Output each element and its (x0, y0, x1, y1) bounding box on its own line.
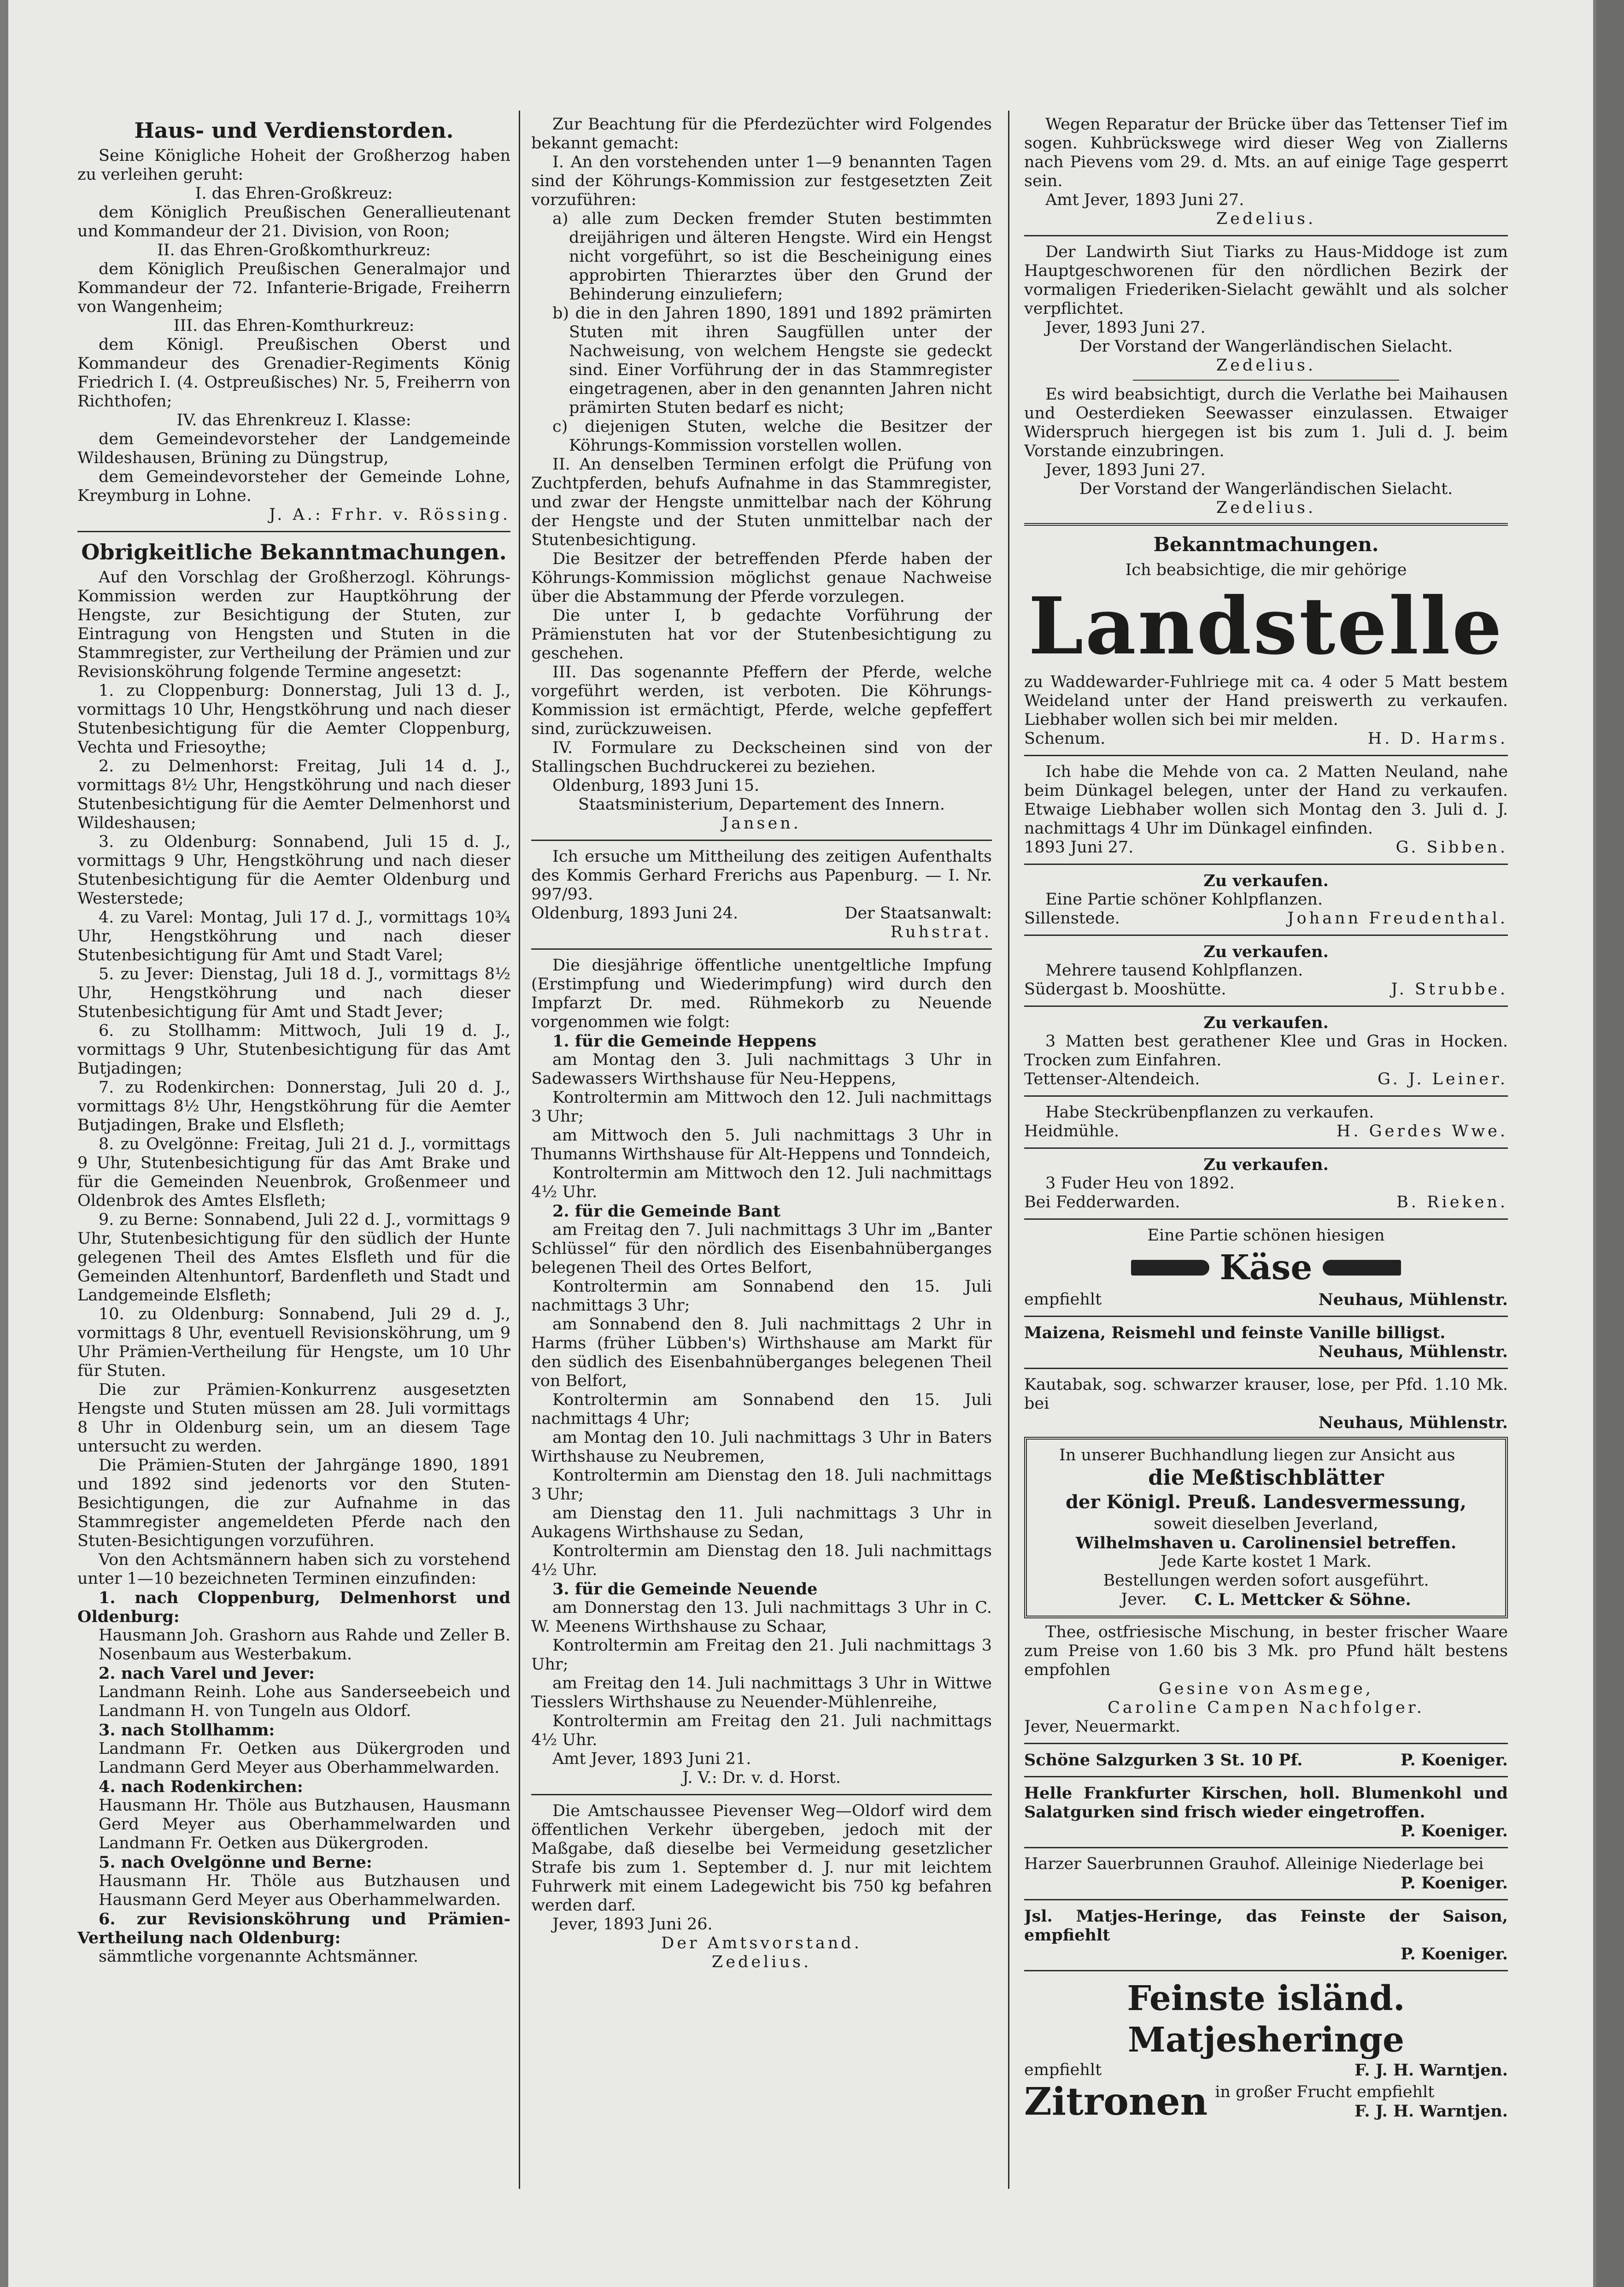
achtsmann-place: 4. nach Rodenkirchen: (99, 1777, 303, 1796)
impf-termin: am Donnerstag den 13. Juli nachmittags 3 Uhr in C. W. Meenens Wirthshause zu Schaar, (531, 1599, 992, 1636)
ad-text: Eine Partie schöner Kohlpflanzen. (1045, 890, 1323, 909)
achtsmann-place: 2. nach Varel und Jever: (99, 1664, 315, 1683)
ad-text: empfiehlt (1024, 2061, 1102, 2079)
termin-item: 7. zu Rodenkirchen: Donnerstag, Juli 20 d. J., vormittags 8½ Uhr, Hengstköhrung für die Aemter Butjadingen, Brake und Elsfleth; (77, 1078, 510, 1135)
ad-text: in großer Frucht empfiehlt (1215, 2083, 1435, 2101)
impf-termin: am Sonnabend den 8. Juli nachmittags 2 Uhr in Harms (früher Lübben's) Wirthshause am Markt für den südlich des Eisenbahnüberganges belegenen Theil von Belfort, (531, 1315, 992, 1390)
authority: Staatsministerium, Departement des Innern. (578, 795, 945, 814)
section-title: Bekanntmachungen. (1153, 533, 1379, 556)
kaese-headline: Käse (1219, 1248, 1313, 1288)
pointing-hand-icon (1131, 1260, 1209, 1276)
divider (1024, 1147, 1508, 1149)
divider (1024, 1368, 1508, 1369)
award-recipient: dem Gemeindevorsteher der Gemeinde Lohne, Kreymburg in Lohne. (77, 468, 510, 505)
ad-text: Maizena, Reismehl und feinste Vanille billigst. (1024, 1323, 1446, 1342)
signature: F. J. H. Warntjen. (1354, 2061, 1508, 2080)
column-rule (519, 111, 520, 2189)
divider (1024, 864, 1508, 865)
signature-line (1024, 1122, 1508, 1141)
divider (77, 531, 510, 532)
paragraph: Auf den Vorschlag der Großherzogl. Köhrungs-Kommission werden zur Hauptköhrung der Hengste, zur Besichtigung der Stuten, zur Eintragung von Hengsten und Stuten in die Stammregister, zur Vertheilung der Prämien und zur Revisionsköhrung folgende Termine angesetzt: (77, 568, 510, 681)
signature-line (1038, 1590, 1494, 1609)
ad-text: In unserer Buchhandlung liegen zur Ansicht aus (1059, 1446, 1455, 1464)
ad-text: 3 Fuder Heu von 1892. (1045, 1174, 1235, 1193)
signature-line (1024, 1751, 1508, 1770)
section-title: Obrigkeitliche Bekanntmachungen. (81, 540, 507, 564)
paragraph: Die Prämien-Stuten der Jahrgänge 1890, 1891 und 1892 sind jedenorts vor den Stuten-Besichtigungen, die zur Aufnahme in das Stammregister angemeldeten Pferde nach den Stuten-Besichtigungen vorzuführen. (77, 1456, 510, 1550)
divider (1024, 523, 1508, 526)
place: Tettenser-Altendeich. (1024, 1070, 1200, 1088)
column-3 (1024, 115, 1508, 2273)
ad-text: Kautabak, sog. schwarzer krauser, lose, per Pfd. 1.10 Mk. bei (1024, 1376, 1508, 1413)
place-date: Jever, 1893 Juni 27. (1045, 318, 1206, 337)
place-date: Oldenburg, 1893 Juni 24. (531, 904, 739, 923)
pointing-hand-icon (1323, 1260, 1401, 1276)
ad-text: Wilhelmshaven u. Carolinensiel betreffen. (1075, 1534, 1457, 1552)
divider (1024, 755, 1508, 756)
termin-item: 9. zu Berne: Sonnabend, Juli 22 d. J., vormittags 9 Uhr, Stutenbesichtigung für den südlich der Hunte gelegenen Theil des Amtes Elsfleth und für die Gemeinden Altenhuntorf, Bardenfleth und Stadt und Landgemeinde Elsfleth; (77, 1211, 510, 1305)
award-heading: II. das Ehren-Großkomthurkreuz: (157, 241, 431, 259)
paragraph: Von den Achtsmännern haben sich zu vorstehend unter 1—10 bezeichneten Terminen einzufinden: (77, 1551, 510, 1588)
signature: P. Koeniger. (1400, 1822, 1508, 1840)
signature: B. Rieken. (1396, 1193, 1508, 1211)
paragraph: zu Waddewarder-Fuhlriege mit ca. 4 oder 5 Matt bestem Weideland unter der Hand preiswerth zu verkaufen. Liebhaber wollen sich bei mir melden. (1024, 673, 1508, 729)
kontrol-termin: Kontroltermin am Freitag den 21. Juli nachmittags 3 Uhr; (531, 1636, 992, 1674)
signature: H. D. Harms. (1367, 729, 1508, 748)
ad-text: empfiehlt (1024, 1290, 1102, 1309)
termin-item: 8. zu Ovelgönne: Freitag, Juli 21 d. J., vormittags 9 Uhr, Stutenbesichtigung für das Amt Brake und für die Gemeinden Neuenbrok, Großenmeer und Oldenbrok des Amtes Elsfleth; (77, 1135, 510, 1210)
ad-heading: Zu verkaufen. (1203, 1155, 1329, 1174)
signature-line (1024, 838, 1508, 857)
signature: F. J. H. Warntjen. (1354, 2102, 1508, 2121)
place: Schenum. (1024, 729, 1106, 748)
place-date: Oldenburg, 1893 Juni 15. (552, 776, 760, 795)
achtsmann-names: Landmann Fr. Oetken aus Dükergroden und Landmann Gerd Meyer aus Oberhammelwarden. (99, 1740, 510, 1777)
divider (1024, 1899, 1508, 1900)
place: Jever, Neuermarkt. (1024, 1717, 1180, 1736)
divider (1024, 1316, 1508, 1317)
buchhandlung-box (1024, 1437, 1508, 1618)
divider (531, 948, 992, 950)
signature: Caroline Campen Nachfolger. (1108, 1699, 1425, 1717)
place: Bei Fedderwarden. (1024, 1193, 1180, 1211)
signature: Neuhaus, Mühlenstr. (1318, 1413, 1508, 1432)
divider (1024, 1005, 1508, 1007)
signature: Zedelius. (1216, 210, 1316, 228)
column-rule (1008, 111, 1009, 2189)
achtsmann-names: Hausmann Joh. Grashorn aus Rahde und Zeller B. Nosenbaum aus Westerbakum. (99, 1626, 510, 1664)
landstelle-headline: Landstelle (1028, 580, 1504, 672)
divider (1024, 1776, 1508, 1777)
kontrol-termin: Kontroltermin am Sonnabend den 15. Juli nachmittags 3 Uhr; (531, 1277, 992, 1315)
signature: J. A.: Frhr. v. Rössing. (269, 506, 510, 524)
matjes-headline: Feinste isländ. Matjesheringe (1127, 1979, 1405, 2060)
ad-text: Eine Partie schönen hiesigen (1147, 1226, 1385, 1245)
achtsmann-names: Hausmann Hr. Thöle aus Butzhausen und Hausmann Gerd Meyer aus Oberhammelwarden. (99, 1872, 510, 1909)
place-date: Amt Jever, 1893 Juni 27. (1045, 191, 1244, 209)
place: Südergast b. Mooshütte. (1024, 980, 1226, 999)
place-date: Jever, 1893 Juni 27. (1045, 461, 1206, 479)
zitronen-text (1215, 2083, 1508, 2121)
termin-item: 10. zu Oldenburg: Sonnabend, Juli 29 d. J., vormittags 8 Uhr, eventuell Revisionsköhrung, um 9 Uhr Prämien-Vertheilung für Hengste, um 10 Uhr für Stuten. (77, 1305, 510, 1380)
impf-termin: am Freitag den 7. Juli nachmittags 3 Uhr im „Banter Schlüssel“ für den nördlich des Eisenbahnüberganges belegenen Theil des Ortes Belfort, (531, 1221, 992, 1277)
kontrol-termin: Kontroltermin am Dienstag den 18. Juli nachmittags 3 Uhr; (531, 1466, 992, 1504)
ad-text: Schöne Salzgurken 3 St. 10 Pf. (1024, 1751, 1303, 1770)
award-heading: III. das Ehren-Komthurkreuz: (173, 317, 415, 335)
paragraph: Seine Königliche Hoheit der Großherzog haben zu verleihen geruht: (77, 147, 510, 184)
divider (1024, 1095, 1508, 1097)
zitronen-headline: Zitronen (1024, 2080, 1208, 2124)
ad-text: soweit dieselben Jeverland, (1154, 1515, 1378, 1533)
gemeinde-heading: 3. für die Gemeinde Neuende (552, 1580, 818, 1599)
signature: Zedelius. (711, 1953, 812, 1971)
signature-line (531, 904, 992, 923)
ad-heading: Zu verkaufen. (1203, 871, 1329, 890)
zitronen-ad (1024, 2080, 1508, 2124)
divider (531, 840, 992, 841)
kontrol-termin: Kontroltermin am Mittwoch den 12. Juli nachmittags 4½ Uhr. (531, 1164, 992, 1201)
divider (1133, 380, 1399, 381)
signature-line (1024, 980, 1508, 999)
achtsmann-names: Hausmann Hr. Thöle aus Butzhausen, Hausmann Gerd Meyer aus Oberhammelwarden und Landmann Fr. Oetken aus Dükergroden. (99, 1796, 510, 1852)
signature: Johann Freudenthal. (1287, 909, 1508, 928)
achtsmann-place: 3. nach Stollhamm: (99, 1721, 275, 1740)
ad-text: Jsl. Matjes-Heringe, das Feinste der Saison, empfiehlt (1024, 1907, 1508, 1945)
signature: C. L. Mettcker & Söhne. (1194, 1590, 1411, 1609)
paragraph: Die diesjährige öffentliche unentgeltliche Impfung (Erstimpfung und Wiederimpfung) wird durch den Impfarzt Dr. med. Rühmekorb zu Neuende vorgenommen wie folgt: (531, 956, 992, 1031)
award-recipient: dem Königlich Preußischen Generalmajor und Kommandeur der 72. Infanterie-Brigade, Freiherrn von Wangenheim; (77, 260, 510, 316)
ad-text: 3 Matten best gerathener Klee und Gras in Hocken. Trocken zum Einfahren. (1024, 1032, 1508, 1070)
award-heading: I. das Ehren-Großkreuz: (195, 184, 393, 203)
award-recipient: dem Königlich Preußischen Generallieutenant und Kommandeur der 21. Division, von Roon; (77, 203, 510, 241)
ad-text: Thee, ostfriesische Mischung, in bester frischer Waare zum Preise von 1.60 bis 3 Mk. pro Pfund hält bestens empfohlen (1024, 1623, 1508, 1679)
award-recipient: dem Königl. Preußischen Oberst und Kommandeur des Grenadier-Regiments König Friedrich I. (4. Ostpreußisches) Nr. 5, Freiherrn von Richthofen; (77, 335, 510, 411)
signature: Ruhstrat. (890, 923, 992, 941)
paragraph: I. An den vorstehenden unter 1—9 benannten Tagen sind der Köhrungs-Kommission zur festgesetzten Zeit vorzuführen: (531, 153, 992, 209)
place: Heidmühle. (1024, 1122, 1120, 1141)
ad-text: Mehrere tausend Kohlpflanzen. (1045, 961, 1303, 980)
signature-line (1024, 1193, 1508, 1212)
divider (1024, 935, 1508, 936)
signature: G. J. Leiner. (1378, 1070, 1508, 1088)
paragraph: Ich habe die Mehde von ca. 2 Matten Neuland, nahe beim Dünkagel belegen, unter der Hand zu verkaufen. Etwaige Liebhaber wollen sich Montag den 3. Juli d. J. nachmittags 4 Uhr im Dünkagel einfinden. (1024, 763, 1508, 838)
paragraph: III. Das sogenannte Pfeffern der Pferde, welche vorgeführt werden, ist verboten. Die Köhrungs-Kommission ist ermächtigt, Pferde, welche gepfeffert sind, zurückzuweisen. (531, 663, 992, 738)
place-date: 1893 Juni 27. (1024, 838, 1134, 857)
paragraph: Die Besitzer der betreffenden Pferde haben der Köhrungs-Kommission möglichst genaue Nachweise über die Abstammung der Pferde vorzulegen. (531, 550, 992, 606)
paragraph: II. An denselben Terminen erfolgt die Prüfung von Zuchtpferden, behufs Aufnahme in das Stammregister, und zwar der Hengste unmittelbar nach der Köhrung der Hengste und der Stuten unmittelbar nach der Stutenbesichtigung. (531, 455, 992, 549)
paragraph: Ich ersuche um Mittheilung des zeitigen Aufenthalts des Kommis Gerhard Frerichs aus Papenburg. — I. Nr. 997/93. (531, 847, 992, 904)
kontrol-termin: Kontroltermin am Dienstag den 18. Juli nachmittags 4½ Uhr. (531, 1542, 992, 1579)
termin-item: 3. zu Oldenburg: Sonnabend, Juli 15 d. J., vormittags 9 Uhr, Hengstköhrung und nach dieser Stutenbesichtigung für die Aemter Oldenburg und Westerstede; (77, 833, 510, 908)
paragraph: IV. Formulare zu Deckscheinen sind von der Stallingschen Buchdruckerei zu beziehen. (531, 739, 992, 776)
kontrol-termin: Kontroltermin am Freitag den 21. Juli nachmittags 4½ Uhr. (531, 1712, 992, 1749)
divider (531, 1794, 992, 1795)
signature: J. V.: Dr. v. d. Horst. (682, 1769, 841, 1787)
paragraph: Ich beabsichtige, die mir gehörige (1125, 561, 1407, 579)
signature: Zedelius. (1216, 499, 1316, 517)
paragraph: Zur Beachtung für die Pferdezüchter wird Folgendes bekannt gemacht: (531, 115, 992, 153)
newspaper-page (8, 0, 1593, 2287)
signature: G. Sibben. (1395, 838, 1508, 857)
termin-item: 6. zu Stollhamm: Mittwoch, Juli 19 d. J., vormittags 9 Uhr, Stutenbesichtigung für das Amt Butjadingen; (77, 1022, 510, 1078)
award-heading: IV. das Ehrenkreuz I. Klasse: (176, 411, 411, 429)
achtsmann-names: Landmann Reinh. Lohe aus Sanderseebeich und Landmann H. von Tungeln aus Oldorf. (99, 1683, 510, 1720)
page-edge-shadow (1596, 0, 1624, 2287)
ad-text: Helle Frankfurter Kirschen, holl. Blumenkohl und Salatgurken sind frisch wieder eingetroffen. (1024, 1784, 1508, 1822)
list-item: a) alle zum Decken fremder Stuten bestimmten dreijährigen und älteren Hengste. Wird ein Hengst nicht vorgeführt, so ist die Bescheinigung eines approbirten Thierarztes über den Grund der Behinderung einzuliefern; (552, 210, 992, 304)
list-item: b) die in den Jahren 1890, 1891 und 1892 prämirten Stuten mit ihren Saugfüllen unter der Nachweisung, von welchem Hengste sie gedeckt sind. Einer Vorführung der in das Stammregister eingetragenen, aber in den genannten Jahren nicht prämirten Stuten bedarf es nicht; (552, 304, 992, 417)
signature-line (1024, 909, 1508, 928)
signature: P. Koeniger. (1400, 1751, 1508, 1770)
ad-heading: Zu verkaufen. (1203, 942, 1329, 961)
ad-text: Harzer Sauerbrunnen Grauhof. Alleinige Niederlage bei (1024, 1855, 1484, 1873)
termin-item: 1. zu Cloppenburg: Donnerstag, Juli 13 d. J., vormittags 10 Uhr, Hengstköhrung und nach dieser Stutenbesichtigung für die Aemter Cloppenburg, Vechta und Friesoythe; (77, 682, 510, 757)
ad-heading: Zu verkaufen. (1203, 1013, 1329, 1032)
paragraph: Die zur Prämien-Konkurrenz ausgesetzten Hengste und Stuten müssen am 28. Juli vormittags 8 Uhr in Oldenburg sein, um an diesem Tage untersucht zu werden. (77, 1381, 510, 1456)
termin-item: 2. zu Delmenhorst: Freitag, Juli 14 d. J., vormittags 8½ Uhr, Hengstköhrung und nach dieser Stutenbesichtigung für die Aemter Delmenhorst und Wildeshausen; (77, 757, 510, 832)
authority: Der Amtsvorstand. (661, 1934, 862, 1952)
kontrol-termin: Kontroltermin am Sonnabend den 15. Juli nachmittags 4 Uhr; (531, 1391, 992, 1428)
column-2 (531, 115, 992, 2273)
signature: P. Koeniger. (1400, 1874, 1508, 1893)
ad-text: Bestellungen werden sofort ausgeführt. (1103, 1571, 1429, 1590)
ad-text: Jede Karte kostet 1 Mark. (1160, 1552, 1372, 1571)
place: Sillenstede. (1024, 909, 1120, 928)
award-recipient: dem Gemeindevorsteher der Landgemeinde Wildeshausen, Brüning zu Düngstrup, (77, 430, 510, 467)
divider (1024, 1218, 1508, 1220)
signature: Zedelius. (1216, 356, 1316, 375)
box-subheadline: der Königl. Preuß. Landesvermessung, (1066, 1491, 1466, 1513)
paragraph: Der Landwirth Siut Tiarks zu Haus-Middoge ist zum Hauptgeschworenen für den nördlichen Bezirk der vormaligen Friederiken-Sielacht gewählt und als solcher verpflichtet. (1024, 243, 1508, 318)
box-headline: die Meßtischblätter (1148, 1465, 1384, 1490)
signature: H. Gerdes Wwe. (1336, 1122, 1508, 1141)
achtsmann-place: 1. nach Cloppenburg, Delmenhorst und Oldenburg: (77, 1588, 510, 1626)
impf-termin: am Dienstag den 11. Juli nachmittags 3 Uhr in Aukagens Wirthshause zu Sedan, (531, 1504, 992, 1541)
termin-item: 5. zu Jever: Dienstag, Juli 18 d. J., vormittags 8½ Uhr, Hengstköhrung und nach dieser Stutenbesichtigung für Amt und Stadt Jever; (77, 965, 510, 1021)
signature: Neuhaus, Mühlenstr. (1318, 1342, 1508, 1361)
list-item: c) diejenigen Stuten, welche die Besitzer der Köhrungs-Kommission vorstellen wollen. (552, 417, 992, 455)
section-title: Haus- und Verdienstorden. (134, 118, 454, 143)
signature: Neuhaus, Mühlenstr. (1318, 1290, 1508, 1309)
impf-termin: am Montag den 3. Juli nachmittags 3 Uhr in Sadewassers Wirthshause für Neu-Heppens, (531, 1051, 992, 1088)
ad-text: Habe Steckrübenpflanzen zu verkaufen. (1045, 1103, 1374, 1122)
signature: P. Koeniger. (1400, 1945, 1508, 1964)
gemeinde-heading: 2. für die Gemeinde Bant (552, 1202, 781, 1221)
kontrol-termin: Kontroltermin am Mittwoch den 12. Juli nachmittags 3 Uhr; (531, 1088, 992, 1126)
paragraph: Wegen Reparatur der Brücke über das Tettenser Tief im sogen. Kuhbrückswege wird dieser Weg von Ziallerns nach Pievens vom 29. d. Mts. an auf einige Tage gesperrt sein. (1024, 115, 1508, 190)
impf-termin: am Freitag den 14. Juli nachmittags 3 Uhr in Wittwe Tiesslers Wirthshause zu Neuender-Mühlenreihe, (531, 1674, 992, 1711)
divider (1024, 235, 1508, 236)
signature-line (1024, 729, 1508, 748)
impf-termin: am Mittwoch den 5. Juli nachmittags 3 Uhr in Thumanns Wirthshause für Alt-Heppens und Tonndeich, (531, 1126, 992, 1164)
divider (1024, 1847, 1508, 1848)
authority: Der Vorstand der Wangerländischen Sielacht. (1079, 337, 1453, 356)
divider (1024, 1743, 1508, 1744)
achtsmann-place: 5. nach Ovelgönne und Berne: (99, 1853, 372, 1872)
impf-termin: am Montag den 10. Juli nachmittags 3 Uhr in Baters Wirthshause zu Neubremen, (531, 1429, 992, 1466)
gemeinde-heading: 1. für die Gemeinde Heppens (552, 1032, 816, 1051)
signature-line (1024, 2061, 1508, 2080)
paragraph: Es wird beabsichtigt, durch die Verlathe bei Maihausen und Oesterdieken Seewasser einzulassen. Etwaiger Widerspruch hiergegen ist bis zum 1. Juli d. J. beim Vorstande einzubringen. (1024, 385, 1508, 460)
paragraph: Die unter I, b gedachte Vorführung der Prämienstuten hat vor der Stutenbesichtigung zu geschehen. (531, 606, 992, 663)
signature-line (1024, 1290, 1508, 1309)
termin-item: 4. zu Varel: Montag, Juli 17 d. J., vormittags 10¾ Uhr, Hengstköhrung und nach dieser Stutenbesichtigung für Amt und Stadt Varel; (77, 908, 510, 964)
kaese-banner (1024, 1248, 1508, 1288)
place: Jever. (1121, 1590, 1167, 1609)
signature: Jansen. (722, 814, 801, 833)
divider (1024, 1970, 1508, 1971)
place-date: Jever, 1893 Juni 26. (552, 1915, 713, 1934)
signature: Gesine von Asmege, (1158, 1680, 1374, 1698)
achtsmann-place: 6. zur Revisionsköhrung und Prämien-Vertheilung nach Oldenburg: (77, 1910, 510, 1947)
place-date: Amt Jever, 1893 Juni 21. (552, 1750, 751, 1768)
authority: Der Staatsanwalt: (844, 904, 992, 923)
signature-line (1024, 1070, 1508, 1089)
achtsmann-names: sämmtliche vorgenannte Achtsmänner. (99, 1947, 419, 1966)
authority: Der Vorstand der Wangerländischen Sielacht. (1079, 480, 1453, 498)
column-1 (77, 115, 510, 2273)
signature: J. Strubbe. (1391, 980, 1508, 999)
paragraph: Die Amtschaussee Pievenser Weg—Oldorf wird dem öffentlichen Verkehr übergeben, jedoch mit der Maßgabe, daß dieselbe bei Vermeidung gesetzlicher Strafe bis zum 1. September d. J. nur mit leichtem Fuhrwerk mit einem Ladegewicht bis 750 kg befahren werden darf. (531, 1802, 992, 1915)
